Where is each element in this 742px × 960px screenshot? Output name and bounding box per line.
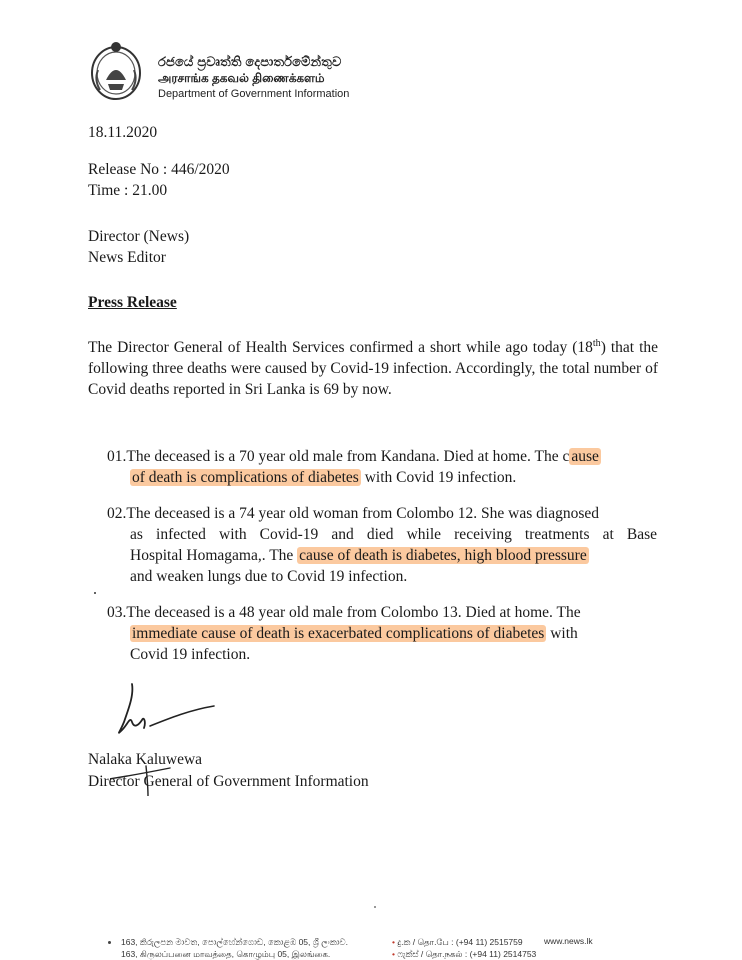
- death-item-02: [107, 503, 657, 587]
- release-date: 18.11.2020: [88, 124, 158, 141]
- item-02-line-1: 02.The deceased is a 74 year old woman from Colombo 12. She was diagnosed: [107, 505, 600, 522]
- item-01-line-1: 01.The deceased is a 70 year old male from Kandana. Died at home. The c: [107, 448, 570, 465]
- signatory-name: Nalaka Kaluwewa: [88, 751, 203, 768]
- item-03-line-2: with: [546, 625, 578, 642]
- item-01-highlight-start: ause: [571, 448, 599, 465]
- intro-superscript: th: [592, 337, 601, 349]
- government-emblem-icon: [86, 40, 146, 102]
- stray-mark: [94, 592, 96, 594]
- signatory-title: Director General of Government Information: [88, 773, 369, 790]
- item-03-highlight-cause: immediate cause of death is exacerbated complications of diabetes: [132, 625, 545, 642]
- department-letterhead: [158, 54, 349, 102]
- intro-paragraph: [88, 337, 658, 400]
- department-name-sinhala: රජයේ ප්‍රවෘත්ති දෙපාර්තමේන්තුව: [158, 54, 342, 69]
- item-02-highlight-cause: cause of death is diabetes, high blood pressure: [299, 547, 587, 564]
- recipient-news-editor: News Editor: [88, 249, 166, 266]
- department-name-tamil: அரசாங்க தகவல் திணைக்களம்: [158, 71, 325, 85]
- footer-contact: • දු.ක / தொ.பே : (+94 11) 2515759 • ෆැක්ස් / தொ.நகல் : (+94 11) 2514753: [392, 937, 537, 959]
- footer-address-sinhala: 163, කිරුලපන මාවත, පොල්හේන්ගොඩ, කොළඹ 05, ශ්‍රී ලංකාව.: [121, 937, 349, 947]
- item-01-highlight-cause: of death is complications of diabetes: [132, 469, 359, 486]
- footer-telephone: දු.ක / தொ.பே : (+94 11) 2515759: [397, 937, 523, 947]
- footer-website: www.news.lk: [544, 936, 593, 946]
- footer-address-tamil: 163, கிருலப்பனை மாவத்தை, கொழும்பு 05, இலங்கை.: [121, 949, 331, 959]
- item-03-line-3: Covid 19 infection.: [130, 646, 251, 663]
- recipient-director-news: Director (News): [88, 228, 190, 245]
- footer-separator-dot: [374, 906, 376, 908]
- press-release-heading: Press Release: [88, 294, 177, 311]
- item-01-line-2: with Covid 19 infection.: [360, 469, 517, 486]
- department-name-english: Department of Government Information: [158, 88, 350, 100]
- item-02-line-4: and weaken lungs due to Covid 19 infection.: [130, 568, 408, 585]
- release-time: Time : 21.00: [88, 182, 168, 199]
- death-item-01: [107, 446, 657, 488]
- item-02-line-3: Hospital Homagama,. The: [130, 547, 298, 564]
- footer-address: [108, 936, 348, 960]
- release-number: Release No : 446/2020: [88, 161, 230, 178]
- intro-text-part-1: The Director General of Health Services confirmed a short while ago today (18: [88, 339, 593, 356]
- item-03-line-1: 03.The deceased is a 48 year old male from Colombo 13. Died at home. The: [107, 604, 581, 621]
- footer-fax: ෆැක්ස් / தொ.நகல் : (+94 11) 2514753: [397, 949, 537, 959]
- item-02-line-2: as infected with Covid-19 and died while receiving treatments at Base: [130, 526, 657, 543]
- intro-text-part-2: ) that the following three deaths were caused by Covid-19 infection. Accordingly, the total number of Covid deaths reported in Sri Lanka is 69 by now.: [88, 339, 659, 398]
- death-item-03: [107, 602, 657, 665]
